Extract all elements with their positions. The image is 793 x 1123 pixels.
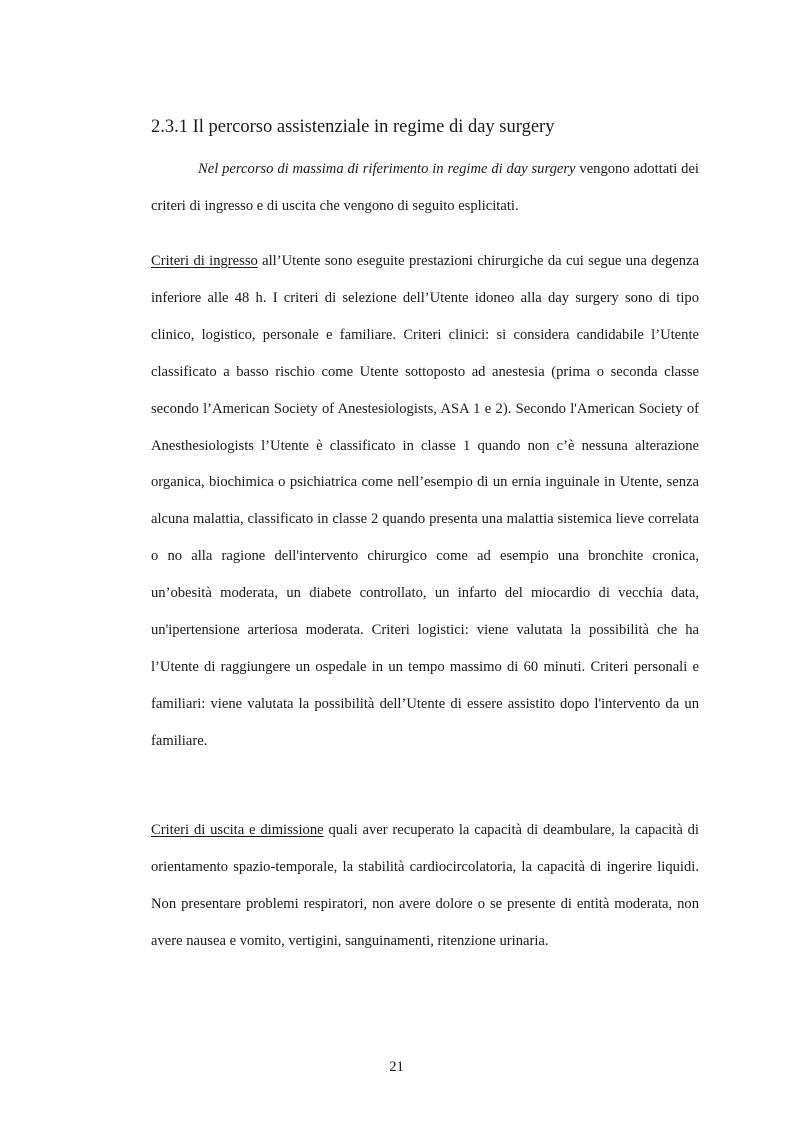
exit-criteria-label: Criteri di uscita e dimissione <box>151 822 324 838</box>
exit-criteria-text: quali aver recuperato la capacità di deambulare, la capacità di orientamento spazio-temporale, la stabilità cardiocircolatoria, la capacità di ingerire liquidi. Non presentare problemi respiratori, non avere dolore o se presente di entità moderata, non avere nausea e vomito, vertigini, sanguinamenti, ritenzione urinaria. <box>151 822 699 949</box>
page-number: 21 <box>389 1059 404 1075</box>
entry-criteria-paragraph <box>151 243 699 760</box>
intro-paragraph <box>151 151 699 225</box>
section-heading: 2.3.1 Il percorso assistenziale in regime di day surgery <box>151 117 555 137</box>
entry-criteria-text: all’Utente sono eseguite prestazioni chirurgiche da cui segue una degenza inferiore alle 48 h. I criteri di selezione dell’Utente idoneo alla day surgery sono di tipo clinico, logistico, personale e familiare. Criteri clinici: si considera candidabile l’Utente classificato a basso rischio come Utente sottoposto ad anestesia (prima o seconda classe secondo l’American Society of Anestesiologists, ASA 1 e 2). Secondo l'American Society of Anesthesiologists l’Utente è classificato in classe 1 quando non c’è nessuna alterazione organica, biochimica o psichiatrica come nell’esempio di un ernia inguinale in Utente, senza alcuna malattia, classificato in classe 2 quando presenta una malattia sistemica lieve correlata o no alla ragione dell'intervento chirurgico come ad esempio una bronchite cronica, un’obesità moderata, un diabete controllato, un infarto del miocardio di vecchia data, un'ipertensione arteriosa moderata. Criteri logistici: viene valutata la possibilità che ha l’Utente di raggiungere un ospedale in un tempo massimo di 60 minuti. Criteri personali e familiari: viene valutata la possibilità dell’Utente di essere assistito dopo l'intervento da un familiare. <box>151 253 699 749</box>
intro-text: vengono adottati dei criteri di ingresso e di uscita che vengono di seguito esplicitati. <box>151 161 699 214</box>
entry-criteria-label: Criteri di ingresso <box>151 253 258 269</box>
intro-italic-lead: Nel percorso di massima di riferimento in regime di day surgery <box>198 161 576 177</box>
exit-criteria-paragraph <box>151 812 699 960</box>
